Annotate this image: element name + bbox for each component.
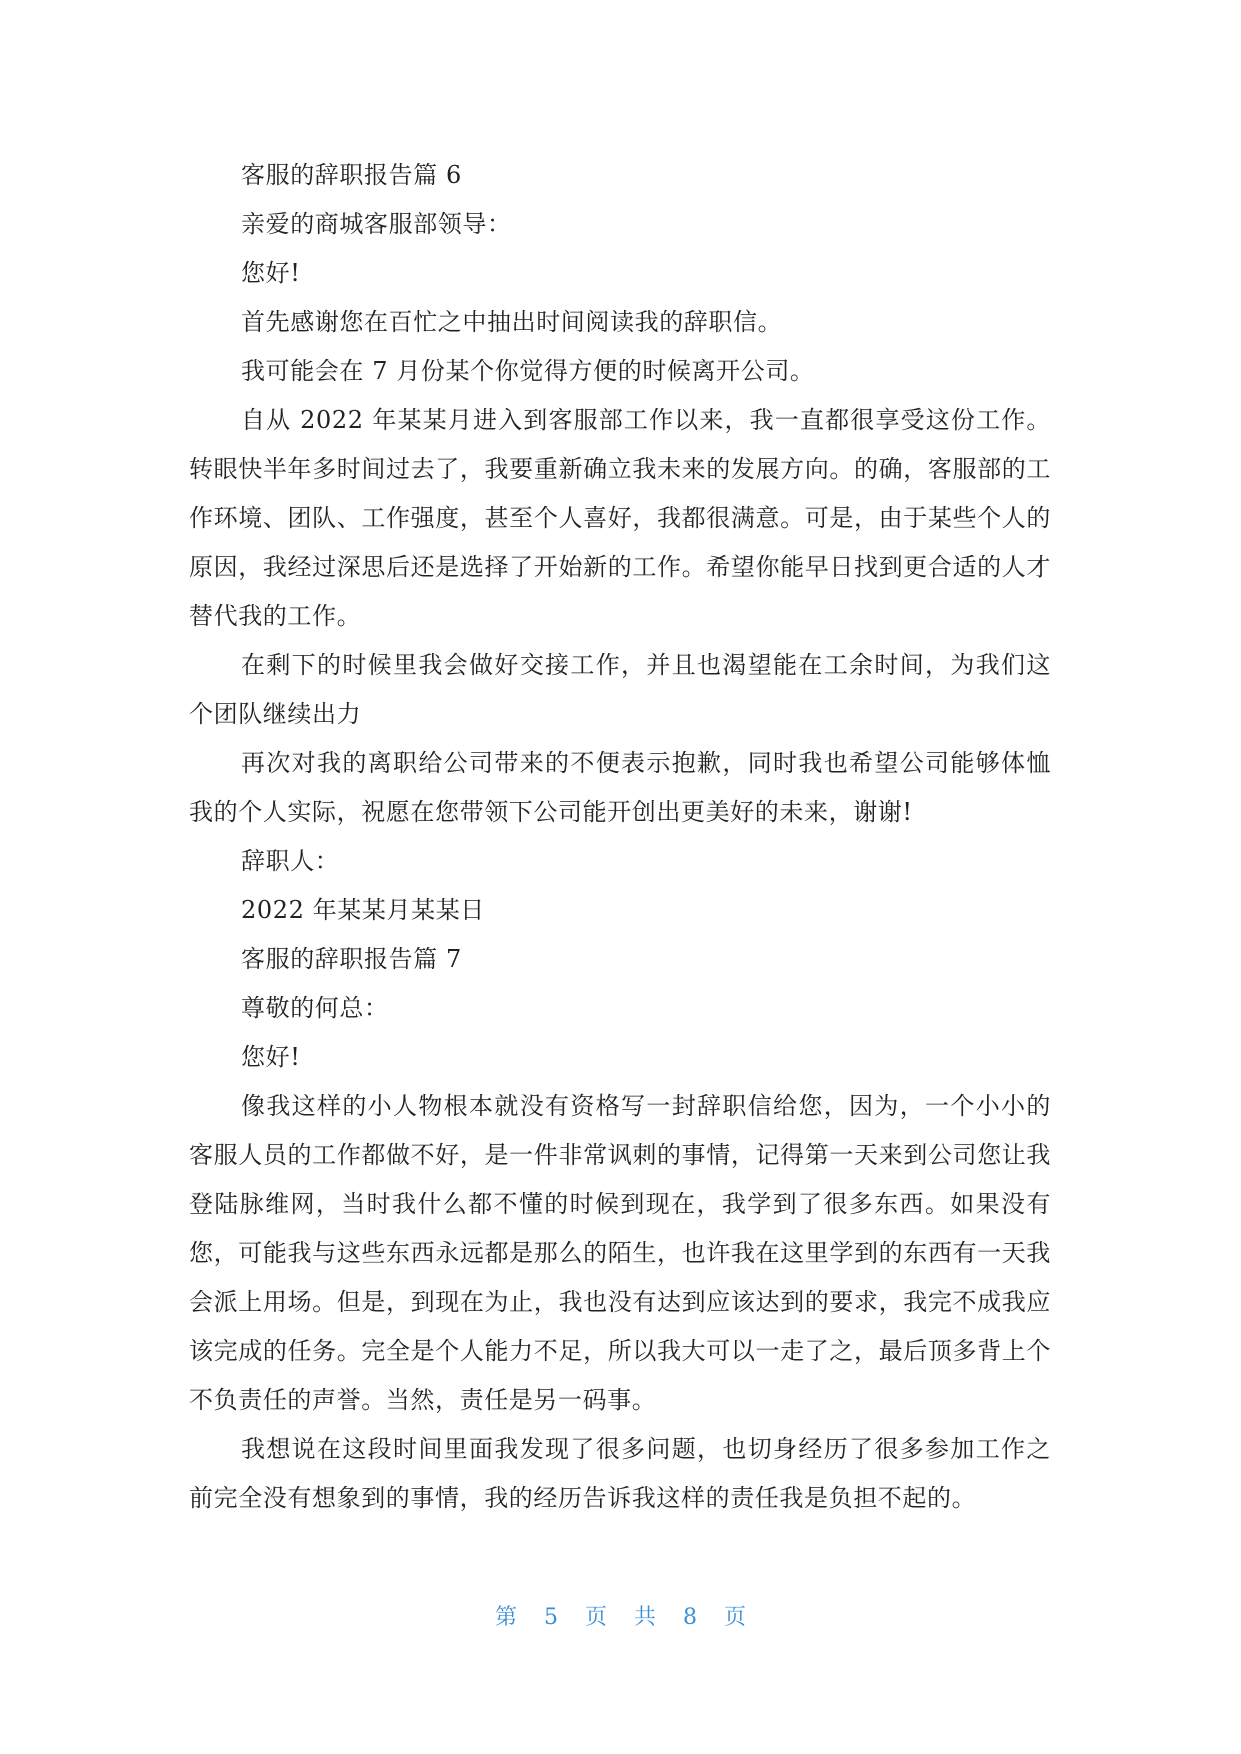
paragraph: 再次对我的离职给公司带来的不便表示抱歉，同时我也希望公司能够体恤我的个人实际，祝愿在您带领下公司能开创出更美好的未来，谢谢!: [189, 749, 1051, 826]
paragraph: 首先感谢您在百忙之中抽出时间阅读我的辞职信。: [241, 308, 783, 336]
section-heading-7: 客服的辞职报告篇 7: [241, 945, 462, 973]
total-page-number: 8: [683, 1605, 698, 1630]
footer-word: 页: [724, 1605, 747, 1630]
section-heading-6: 客服的辞职报告篇 6: [241, 161, 462, 189]
signature-date: 2022 年某某月某某日: [241, 896, 485, 924]
document-body: [189, 151, 1051, 1523]
salutation: 尊敬的何总：: [241, 994, 389, 1022]
paragraph: 我想说在这段时间里面我发现了很多问题，也切身经历了很多参加工作之前完全没有想象到的事情，我的经历告诉我这样的责任我是负担不起的。: [189, 1435, 1051, 1512]
paragraph: 我可能会在 7 月份某个你觉得方便的时候离开公司。: [241, 357, 815, 385]
current-page-number: 5: [543, 1605, 558, 1630]
page-footer: [0, 1603, 1241, 1633]
paragraph: 像我这样的小人物根本就没有资格写一封辞职信给您，因为，一个小小的客服人员的工作都做不好，是一件非常讽刺的事情，记得第一天来到公司您让我登陆脉维网，当时我什么都不懂的时候到现在，我学到了很多东西。如果没有您，可能我与这些东西永远都是那么的陌生，也许我在这里学到的东西有一天我会派上用场。但是，到现在为止，我也没有达到应该达到的要求，我完不成我应该完成的任务。完全是个人能力不足，所以我大可以一走了之，最后顶多背上个不负责任的声誉。当然，责任是另一码事。: [189, 1092, 1051, 1414]
footer-word: 共: [634, 1605, 657, 1630]
greeting: 您好!: [241, 1043, 301, 1071]
footer-word: 页: [584, 1605, 607, 1630]
paragraph: 自从 2022 年某某月进入到客服部工作以来，我一直都很享受这份工作。转眼快半年多时间过去了，我要重新确立我未来的发展方向。的确，客服部的工作环境、团队、工作强度，甚至个人喜好，我都很满意。可是，由于某些个人的原因，我经过深思后还是选择了开始新的工作。希望你能早日找到更合适的人才替代我的工作。: [189, 406, 1051, 630]
greeting: 您好!: [241, 259, 301, 287]
salutation: 亲爱的商城客服部领导：: [241, 210, 512, 238]
footer-word: 第: [494, 1605, 517, 1630]
signature-label: 辞职人：: [241, 847, 340, 875]
paragraph: 在剩下的时候里我会做好交接工作，并且也渴望能在工余时间，为我们这个团队继续出力: [189, 651, 1051, 728]
